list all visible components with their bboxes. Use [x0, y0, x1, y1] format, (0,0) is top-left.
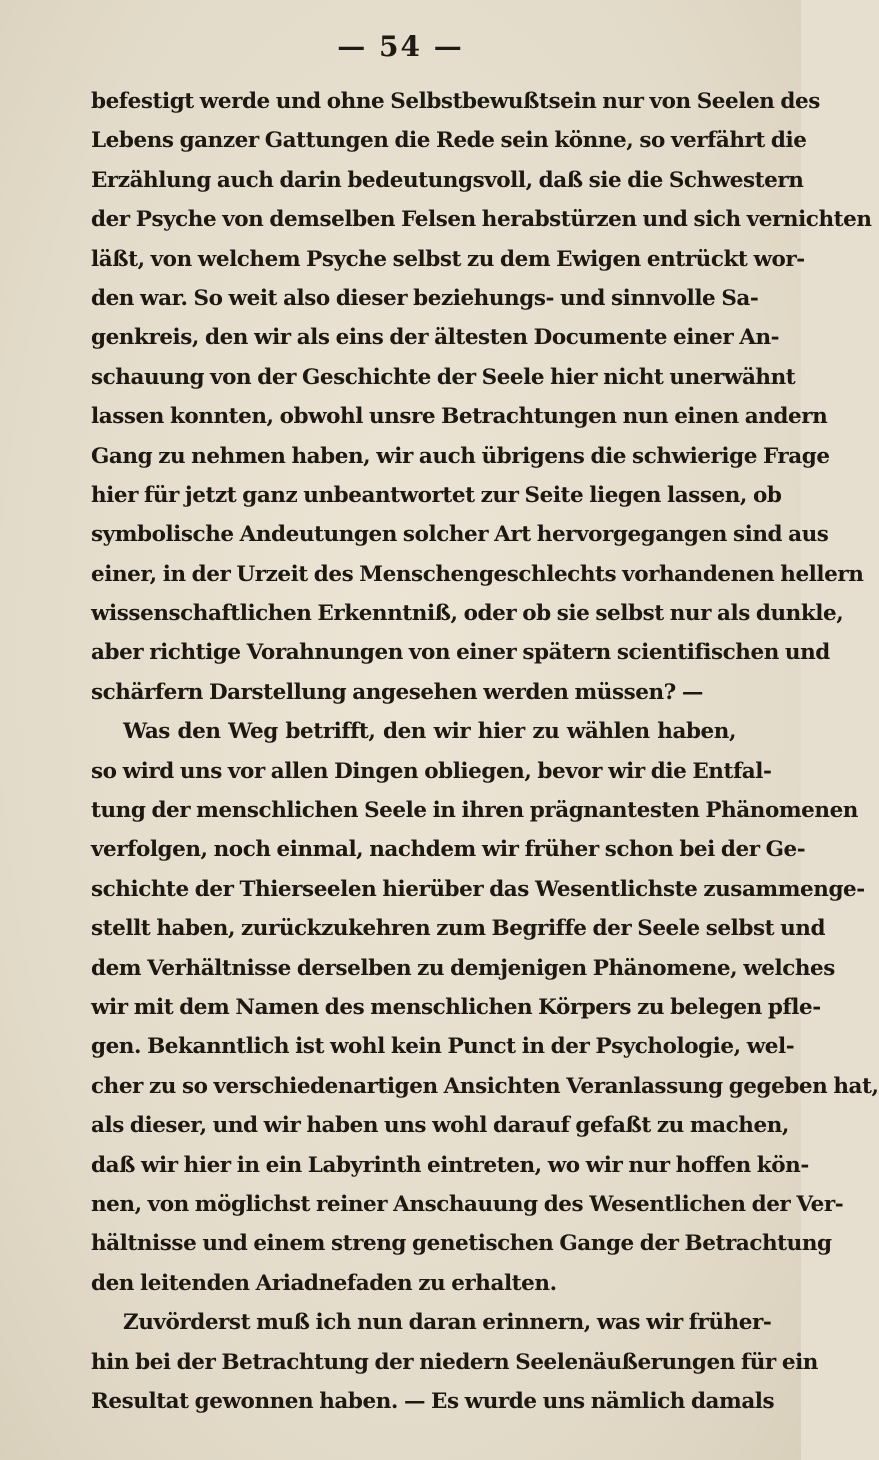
- text-line: Gang zu nehmen haben, wir auch übrigens die schwierige Frage: [91, 443, 830, 469]
- text-line: dem Verhältnisse derselben zu demjenigen Phänomene, welches: [91, 955, 835, 981]
- text-line: gen. Bekanntlich ist wohl kein Punct in der Psychologie, wel-: [91, 1034, 795, 1060]
- page-number: — 54 —: [337, 30, 464, 63]
- text-line: schichte der Thierseelen hierüber das Wesentlichste zusammenge-: [91, 876, 865, 902]
- text-line: hin bei der Betrachtung der niedern Seelenäußerungen für ein: [91, 1349, 818, 1375]
- text-line: der Psyche von demselben Felsen herabstürzen und sich vernichten: [91, 207, 872, 233]
- text-line: Lebens ganzer Gattungen die Rede sein könne, so verfährt die: [91, 128, 807, 154]
- text-line: symbolische Andeutungen solcher Art hervorgegangen sind aus: [91, 522, 829, 548]
- text-line: verfolgen, noch einmal, nachdem wir früher schon bei der Ge-: [91, 837, 806, 863]
- text-line: daß wir hier in ein Labyrinth eintreten, wo wir nur hoffen kön-: [91, 1152, 809, 1178]
- text-line: hier für jetzt ganz unbeantwortet zur Seite liegen lassen, ob: [91, 482, 782, 508]
- text-line: wir mit dem Namen des menschlichen Körpers zu belegen pfle-: [91, 994, 821, 1020]
- text-line: den war. So weit also dieser beziehungs- und sinnvolle Sa-: [91, 285, 759, 311]
- text-line: Zuvörderst muß ich nun daran erinnern, was wir früher-: [123, 1310, 772, 1336]
- text-line: Erzählung auch darin bedeutungsvoll, daß sie die Schwestern: [91, 167, 804, 193]
- text-line: cher zu so verschiedenartigen Ansichten Veranlassung gegeben hat,: [91, 1073, 879, 1099]
- text-line: lassen konnten, obwohl unsre Betrachtungen nun einen andern: [91, 404, 828, 430]
- text-line: stellt haben, zurückzukehren zum Begriffe der Seele selbst und: [91, 916, 826, 942]
- text-line: Was den Weg betrifft, den wir hier zu wählen haben,: [123, 719, 736, 745]
- text-line: befestigt werde und ohne Selbstbewußtsein nur von Seelen des: [91, 89, 820, 114]
- text-line: schauung von der Geschichte der Seele hier nicht unerwähnt: [91, 364, 796, 390]
- body-text: [91, 82, 879, 1421]
- text-line: einer, in der Urzeit des Menschengeschlechts vorhandenen hellern: [91, 561, 864, 587]
- text-line: tung der menschlichen Seele in ihren prägnantesten Phänomenen: [91, 798, 858, 824]
- text-line: nen, von möglichst reiner Anschauung des Wesentlichen der Ver-: [91, 1191, 844, 1217]
- text-line: genkreis, den wir als eins der ältesten Documente einer An-: [91, 325, 780, 351]
- text-line: schärfern Darstellung angesehen werden müssen? —: [91, 679, 703, 705]
- text-line: als dieser, und wir haben uns wohl darauf gefaßt zu machen,: [91, 1113, 789, 1139]
- text-line: läßt, von welchem Psyche selbst zu dem Ewigen entrückt wor-: [91, 246, 805, 272]
- text-line: wissenschaftlichen Erkenntniß, oder ob sie selbst nur als dunkle,: [91, 601, 844, 627]
- text-line: hältnisse und einem streng genetischen Gange der Betrachtung: [91, 1231, 832, 1257]
- text-line: so wird uns vor allen Dingen obliegen, bevor wir die Entfal-: [91, 758, 772, 784]
- text-line: den leitenden Ariadnefaden zu erhalten.: [91, 1270, 557, 1296]
- text-line: Resultat gewonnen haben. — Es wurde uns nämlich damals: [91, 1388, 775, 1414]
- text-line: aber richtige Vorahnungen von einer spätern scientifischen und: [91, 640, 830, 666]
